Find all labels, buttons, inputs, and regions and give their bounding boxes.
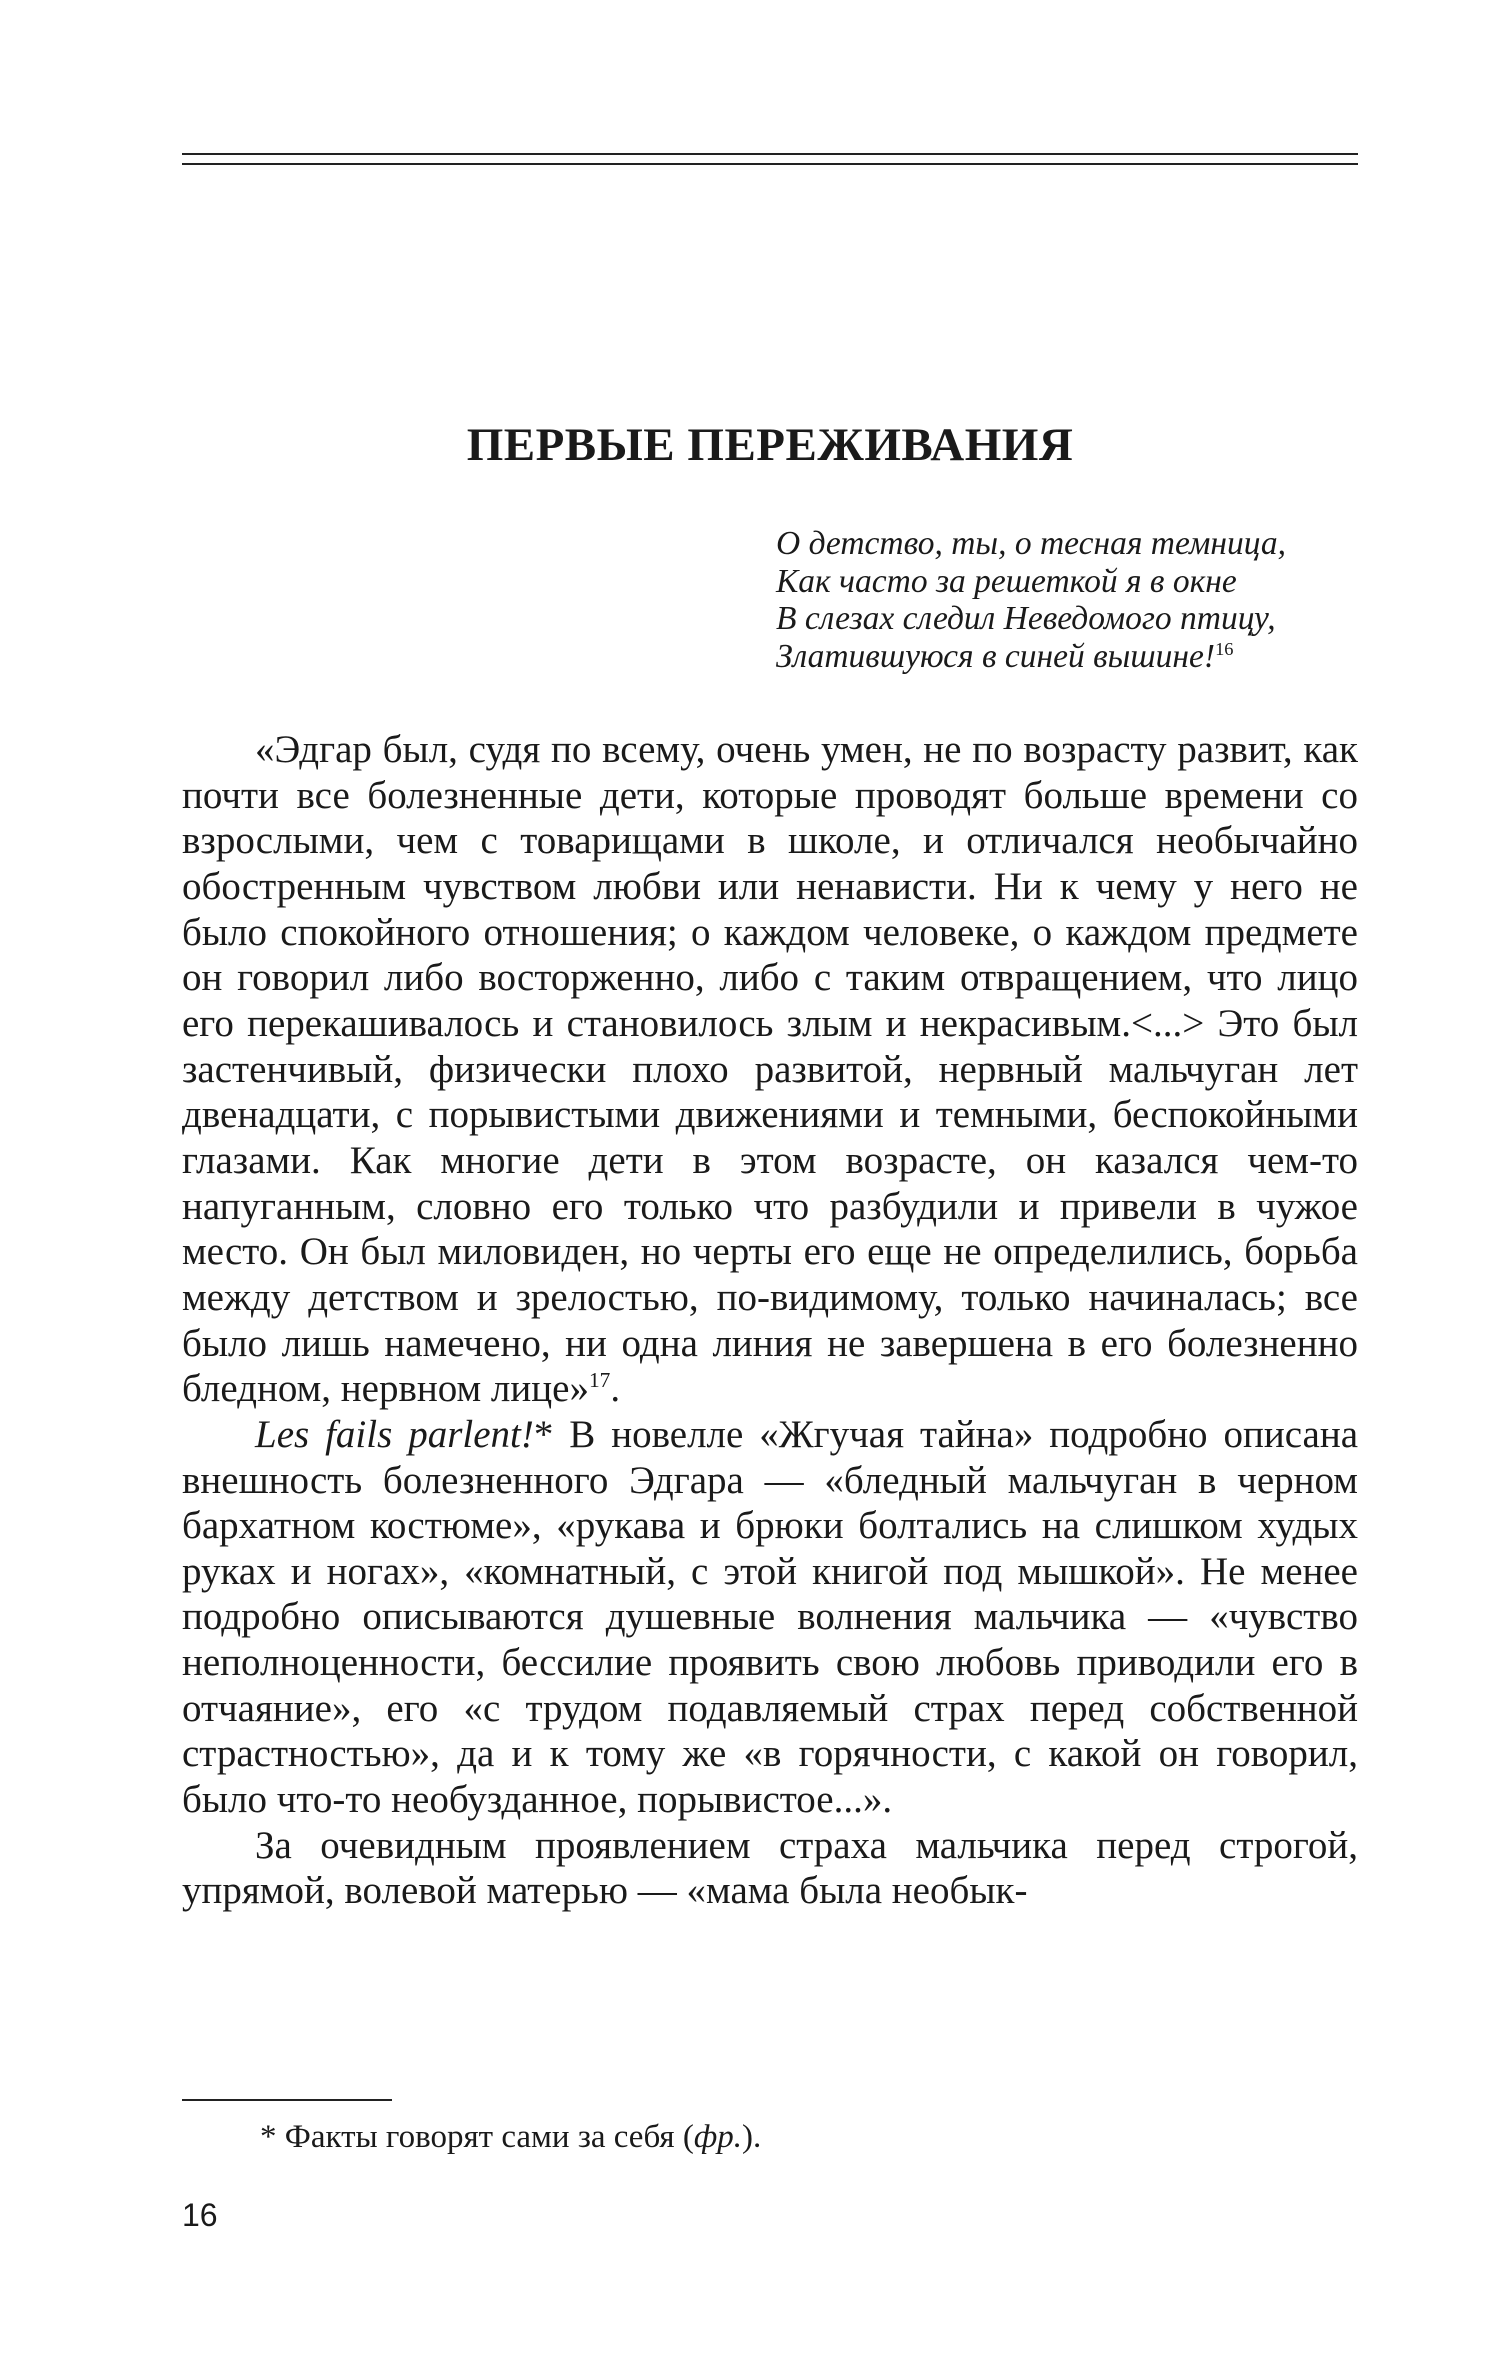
footnote-ref-17: 17: [588, 1368, 611, 1393]
footnote-text: Факты говорят сами за себя (: [284, 2119, 694, 2155]
footnote: [260, 2117, 1260, 2157]
paragraph-1: [182, 727, 1358, 1412]
footnote-marker: *: [260, 2119, 285, 2155]
chapter-title: ПЕРВЫЕ ПЕРЕЖИВАНИЯ: [466, 419, 1074, 471]
epigraph-line: [776, 638, 1376, 676]
footnote-marker: *: [533, 1412, 554, 1456]
french-phrase: Les fails parlent!: [255, 1412, 534, 1456]
paragraph-text: В новелле «Жгучая тайна» подробно описана внешность болезненного Эдгара — «бледный мальчуган в черном бархатном костюме», «рукава и брюки болтались на слишком худых руках и ногах», «комнатный, с этой книгой под мышкой». Не менее подробно описываются душевные волнения мальчика — «чувство неполноценности, бессилие проявить свою любовь приводили его в отчаяние», его «с трудом подавляемый страх перед собственной страстностью», да и к тому же «в горячности, с какой он говорил, было что-то необузданное, порывистое...».: [182, 1412, 1359, 1822]
epigraph: [776, 525, 1376, 675]
paragraph-2: [182, 1412, 1358, 1823]
footnote-lang: фр.: [693, 2119, 743, 2155]
paragraph-end: .: [610, 1367, 621, 1411]
footnote-rule: [182, 2099, 392, 2101]
footnote-end: ).: [742, 2119, 762, 2155]
epigraph-line: О детство, ты, о тесная темница,: [776, 525, 1287, 562]
body-text: [182, 727, 1358, 1914]
paragraph-3: [182, 1823, 1358, 1914]
footnote-ref-16: 16: [1215, 638, 1234, 659]
epigraph-line-text: Златившуюся в синей вышине!: [776, 637, 1216, 675]
header-rule-top: [182, 153, 1358, 155]
paragraph-text: «Эдгар был, судя по всему, очень умен, не по возрасту развит, как почти все болезненные дети, которые проводят больше времени со взрослыми, чем с товарищами в школе, и отличался необычайно обостренным чувством любви или ненависти. Ни к чему у него не было спокойного отношения; о каждом человеке, о каждом предмете он говорил либо восторженно, либо с таким отвращением, что лицо его перекашивалось и становилось злым и некрасивым.<...> Это был застенчивый, физически плохо развитой, нервный мальчуган лет двенадцати, с порывистыми движениями и темными, беспокойными глазами. Как многие дети в этом возрасте, он казался чем-то напуганным, словно его только что разбудили и привели в чужое место. Он был миловиден, но черты его еще не определились, борьба между детством и зрелостью, по-видимому, только начиналась; все было лишь намечено, ни одна линия не завершена в его болезненно бледном, нервном лице»: [182, 728, 1358, 1411]
header-rule-bottom: [182, 163, 1358, 165]
page-number: 16: [182, 2197, 218, 2233]
paragraph-text: За очевидным проявлением страха мальчика перед строгой, упрямой, волевой матерью — «мама была необык-: [182, 1823, 1358, 1913]
epigraph-line: В слезах следил Неведомого птицу,: [776, 600, 1276, 637]
epigraph-line: Как часто за решеткой я в окне: [776, 562, 1237, 600]
